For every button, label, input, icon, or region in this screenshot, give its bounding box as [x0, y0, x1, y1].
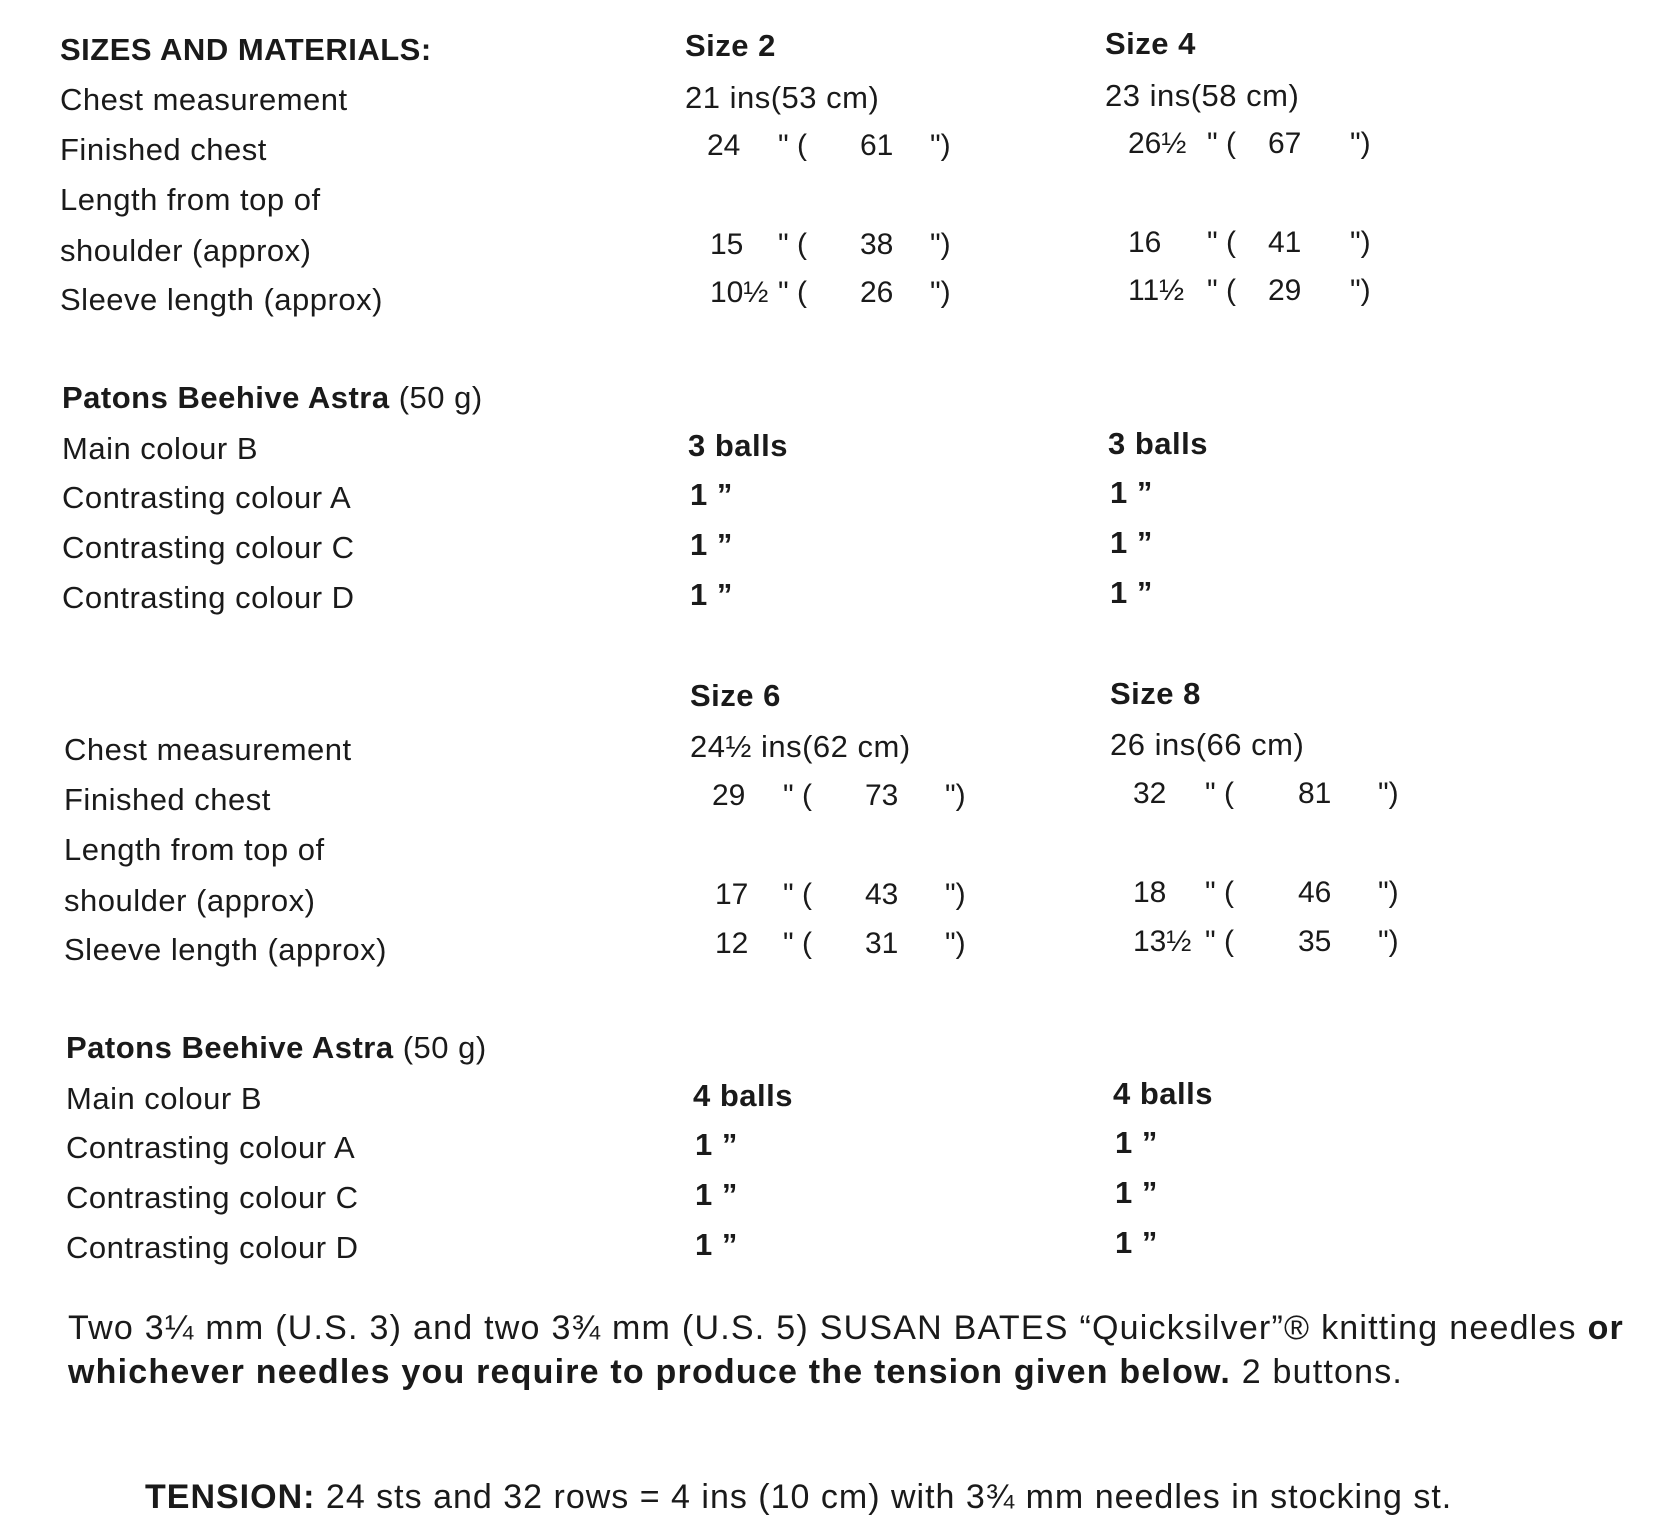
yarn-amount: 1 ” — [1110, 575, 1153, 610]
yarn-amount: 3 balls — [1108, 426, 1208, 461]
value-end: ") — [930, 276, 951, 309]
value-mid: " ( — [778, 228, 807, 261]
value-in: 16 — [1128, 226, 1162, 259]
needles-text: Two 3¼ mm (U.S. 3) and two 3¾ mm (U.S. 5) SUSAN BATES “Quicksilver”® knitting needles — [68, 1309, 1588, 1347]
row-label: Contrasting colour C — [66, 1180, 359, 1215]
row-label: Main colour B — [66, 1081, 263, 1116]
value-cm: 46 — [1298, 876, 1332, 909]
value-cm: 81 — [1298, 777, 1332, 810]
value-cm: 73 — [865, 779, 899, 812]
size-label: Size 8 — [1110, 676, 1201, 711]
yarn-amount: 1 ” — [1115, 1175, 1158, 1210]
yarn-amount: 1 ” — [695, 1177, 738, 1212]
yarn-weight: (50 g) — [402, 1030, 487, 1065]
value-mid: " ( — [1207, 274, 1236, 307]
row-label: Chest measurement — [64, 732, 352, 767]
value-cm: 61 — [860, 129, 894, 162]
value-mid: " ( — [1205, 925, 1234, 958]
row-label: Contrasting colour C — [62, 530, 355, 565]
value-end: ") — [930, 129, 951, 162]
yarn-name: Patons Beehive Astra — [62, 380, 390, 415]
value-mid: " ( — [1207, 226, 1236, 259]
value-mid: " ( — [783, 878, 812, 911]
value-cm: 43 — [865, 878, 899, 911]
yarn-heading — [66, 1032, 487, 1063]
value-end: ") — [945, 779, 966, 812]
row-label: Finished chest — [64, 782, 271, 817]
value-in: 10½ — [710, 276, 769, 309]
value-end: ") — [1350, 274, 1371, 307]
value-in: 32 — [1133, 777, 1167, 810]
row-label: Length from top of — [60, 182, 321, 217]
value-mid: " ( — [783, 779, 812, 812]
yarn-heading — [62, 382, 483, 413]
yarn-weight: (50 g) — [398, 380, 483, 415]
value-in: 18 — [1133, 876, 1167, 909]
value-mid: " ( — [783, 927, 812, 960]
size-label: Size 4 — [1105, 26, 1196, 61]
chest-value: 26 ins(66 cm) — [1110, 727, 1305, 762]
value-in: 12 — [715, 927, 749, 960]
row-label: shoulder (approx) — [60, 233, 312, 268]
row-label: Sleeve length (approx) — [64, 932, 387, 967]
value-cm: 67 — [1268, 127, 1302, 160]
value-end: ") — [945, 878, 966, 911]
value-mid: " ( — [778, 276, 807, 309]
needles-tail: 2 buttons. — [1231, 1353, 1404, 1391]
needles-paragraph — [68, 1306, 1624, 1394]
tension-text: 24 sts and 32 rows = 4 ins (10 cm) with 3¾ mm needles in stocking st. — [325, 1478, 1453, 1516]
tension-line — [145, 1478, 1452, 1517]
row-label: shoulder (approx) — [64, 883, 316, 918]
value-cm: 29 — [1268, 274, 1302, 307]
value-cm: 35 — [1298, 925, 1332, 958]
value-in: 11½ — [1128, 274, 1185, 307]
yarn-amount: 4 balls — [693, 1078, 793, 1113]
row-label: Contrasting colour D — [66, 1230, 359, 1265]
chest-value: 21 ins(53 cm) — [685, 80, 880, 115]
value-in: 17 — [715, 878, 749, 911]
row-label: Sleeve length (approx) — [60, 282, 383, 317]
value-cm: 41 — [1268, 226, 1302, 259]
yarn-amount: 1 ” — [1110, 525, 1153, 560]
yarn-amount: 4 balls — [1113, 1076, 1213, 1111]
value-in: 13½ — [1133, 925, 1192, 958]
value-end: ") — [1378, 925, 1399, 958]
row-label: Length from top of — [64, 832, 325, 867]
yarn-amount: 1 ” — [1115, 1225, 1158, 1260]
yarn-amount: 1 ” — [695, 1127, 738, 1162]
yarn-amount: 1 ” — [690, 527, 733, 562]
value-mid: " ( — [1207, 127, 1236, 160]
value-cm: 26 — [860, 276, 894, 309]
row-label: Finished chest — [60, 132, 267, 167]
yarn-amount: 1 ” — [695, 1227, 738, 1262]
value-end: ") — [1378, 876, 1399, 909]
row-label: Chest measurement — [60, 82, 348, 117]
value-in: 26½ — [1128, 127, 1187, 160]
chest-value: 24½ ins(62 cm) — [690, 729, 911, 764]
row-label: Contrasting colour A — [62, 480, 352, 515]
value-mid: " ( — [1205, 876, 1234, 909]
value-end: ") — [945, 927, 966, 960]
value-cm: 31 — [865, 927, 899, 960]
value-end: ") — [930, 228, 951, 261]
yarn-amount: 3 balls — [688, 428, 788, 463]
yarn-amount: 1 ” — [690, 577, 733, 612]
needles-emphasis: or whichever needles you require to produce the tension given below. — [68, 1309, 1624, 1391]
yarn-amount: 1 ” — [1110, 475, 1153, 510]
section-heading: SIZES AND MATERIALS: — [60, 32, 432, 67]
value-cm: 38 — [860, 228, 894, 261]
value-in: 29 — [712, 779, 746, 812]
yarn-name: Patons Beehive Astra — [66, 1030, 394, 1065]
yarn-amount: 1 ” — [1115, 1125, 1158, 1160]
yarn-amount: 1 ” — [690, 477, 733, 512]
row-label: Main colour B — [62, 431, 259, 466]
value-end: ") — [1350, 226, 1371, 259]
value-mid: " ( — [1205, 777, 1234, 810]
chest-value: 23 ins(58 cm) — [1105, 78, 1300, 113]
tension-label: TENSION: — [145, 1478, 316, 1516]
value-end: ") — [1350, 127, 1371, 160]
row-label: Contrasting colour A — [66, 1130, 356, 1165]
value-in: 15 — [710, 228, 744, 261]
size-label: Size 2 — [685, 28, 776, 63]
row-label: Contrasting colour D — [62, 580, 355, 615]
value-mid: " ( — [778, 129, 807, 162]
size-label: Size 6 — [690, 678, 781, 713]
value-end: ") — [1378, 777, 1399, 810]
value-in: 24 — [707, 129, 741, 162]
